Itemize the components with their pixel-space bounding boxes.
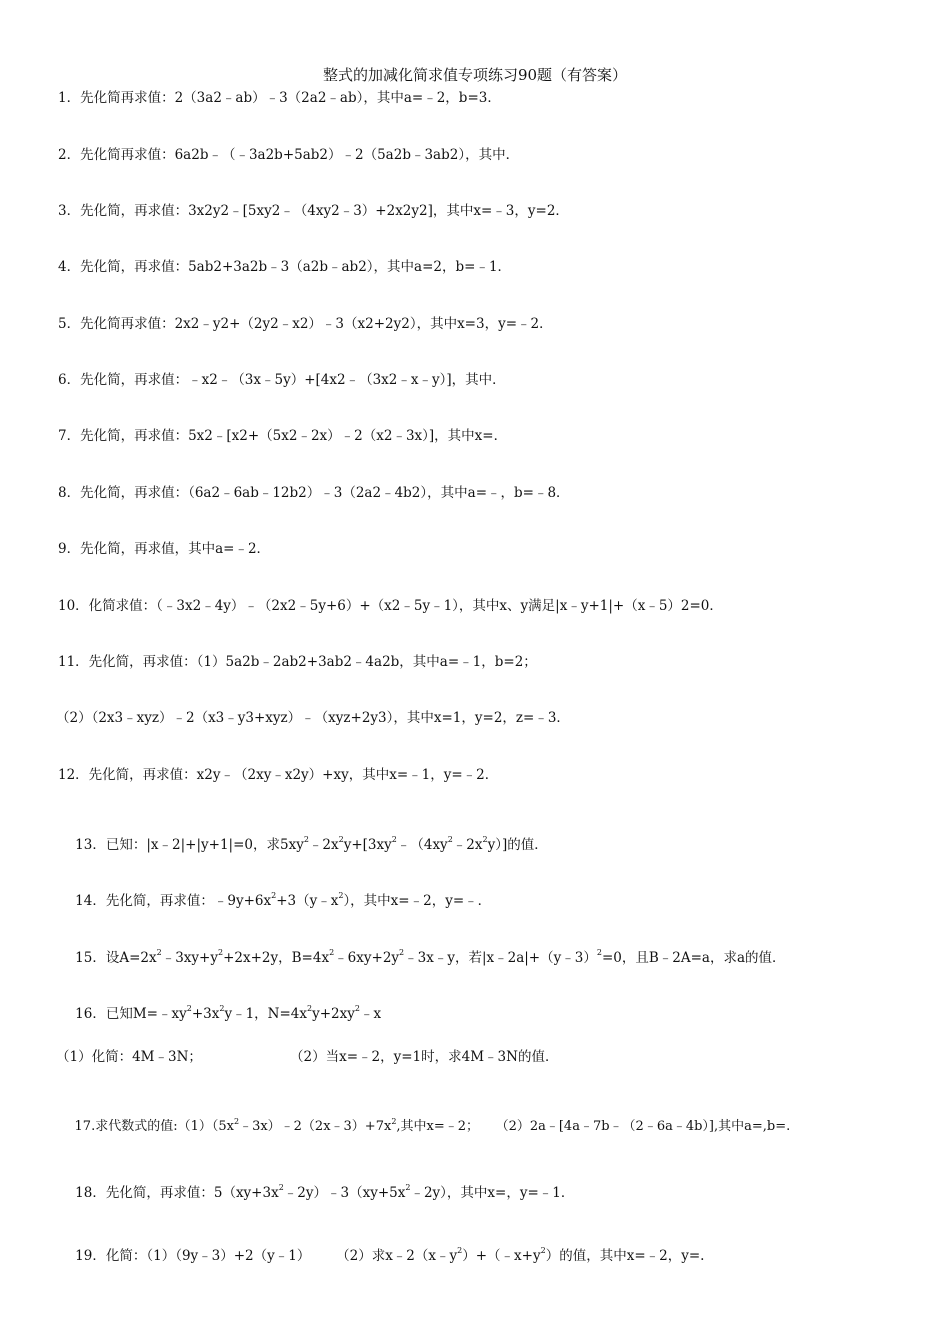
exponent: 2 [399, 948, 405, 957]
exponent: 2 [329, 948, 335, 957]
problem-12: 12．先化简，再求值：x2y﹣（2xy﹣x2y）+xy，其中x=﹣1，y=﹣2． [58, 767, 499, 783]
exponent: 2 [391, 835, 397, 844]
problem-10: 10．化简求值：（﹣3x2﹣4y）﹣（2x2﹣5y+6）+（x2﹣5y﹣1），其中x、y满足|x﹣y+1|+（x﹣5）2=0． [58, 598, 723, 614]
exponent: 2 [186, 1004, 192, 1013]
text-segment: 18．先化简，再求值：5（xy+3x [75, 1184, 279, 1201]
text-segment: y+[3xy [343, 836, 392, 853]
text-segment: ﹣6xy+2y [334, 949, 400, 966]
exponent: 2 [391, 1116, 397, 1126]
text-segment: ﹣2x [452, 836, 483, 853]
exponent: 2 [338, 891, 344, 900]
text-segment: 19．化简：（1）（9y﹣3）+2（y﹣1） （2）求x﹣2（x﹣y [75, 1247, 458, 1264]
text-segment: +2x+2y，B=4x [223, 949, 330, 966]
text-segment: y﹣1，N=4x [224, 1005, 307, 1022]
exponent: 2 [271, 891, 277, 900]
exponent: 2 [219, 1004, 225, 1013]
text-segment: ﹣2y）﹣3（xy+5x [283, 1184, 406, 1201]
problem-19 [58, 1236, 704, 1277]
text-segment: ﹣x [359, 1005, 382, 1022]
exponent: 2 [233, 1116, 240, 1126]
problem-9: 9．先化简，再求值，其中a=﹣2． [58, 541, 271, 557]
exponent: 2 [447, 835, 453, 844]
text-segment: 17.求代数式的值:（1）（5x [74, 1119, 234, 1134]
text-segment: ﹣3xy+y [161, 949, 218, 966]
problem-17 [58, 1107, 790, 1146]
problem-5: 5．先化简再求值：2x2﹣y2+（2y2﹣x2）﹣3（x2+2y2），其中x=3，y=﹣2． [58, 316, 553, 332]
problem-15 [58, 938, 786, 979]
problem-16-part-2: （2）当x=﹣2，y=1时，求4M﹣3N的值． [290, 1049, 559, 1065]
exponent: 2 [457, 1246, 463, 1255]
problem-18 [58, 1173, 574, 1214]
exponent: 2 [338, 835, 344, 844]
text-segment: ,其中x=﹣2； （2）2a﹣[4a﹣7b﹣（2﹣6a﹣4b）],其中a=,b=. [396, 1119, 791, 1134]
exponent: 2 [596, 948, 602, 957]
text-segment: +3（y﹣x [276, 892, 339, 909]
problem-7: 7．先化简，再求值：5x2﹣[x2+（5x2﹣2x）﹣2（x2﹣3x）]，其中x=． [58, 428, 508, 444]
problem-2: 2．先化简再求值：6a2b﹣（﹣3a2b+5ab2）﹣2（5a2b﹣3ab2），其中． [58, 147, 520, 163]
problem-11-part-1: 11．先化简，再求值：（1）5a2b﹣2ab2+3ab2﹣4a2b，其中a=﹣1，b=2； [58, 654, 537, 670]
problem-13 [58, 825, 548, 866]
exponent: 2 [218, 948, 224, 957]
text-segment: 16．已知M=﹣xy [75, 1005, 187, 1022]
text-segment: ﹣2x [308, 836, 339, 853]
problem-4: 4．先化简，再求值：5ab2+3a2b﹣3（a2b﹣ab2），其中a=2，b=﹣1． [58, 259, 512, 275]
problem-11-part-2: （2）（2x3﹣xyz）﹣2（x3﹣y3+xyz）﹣（xyz+2y3），其中x=1，y=2，z=﹣3． [56, 710, 570, 726]
problem-14 [58, 881, 491, 922]
exponent: 2 [405, 1183, 411, 1192]
exponent: 2 [354, 1004, 360, 1013]
text-segment: y+2xy [312, 1005, 355, 1022]
text-segment: +3x [191, 1005, 220, 1022]
problem-16-part-1: （1）化简：4M﹣3N； [56, 1049, 202, 1065]
page-title: 整式的加减化简求值专项练习90题（有答案） [322, 66, 628, 84]
text-segment: y）]的值． [487, 836, 548, 853]
text-segment: ﹣（4xy [396, 836, 448, 853]
exponent: 2 [278, 1183, 284, 1192]
text-segment: 14．先化简，再求值：﹣9y+6x [75, 892, 272, 909]
exponent: 2 [303, 835, 309, 844]
problem-8: 8．先化简，再求值：（6a2﹣6ab﹣12b2）﹣3（2a2﹣4b2），其中a=﹣，b=﹣8． [58, 485, 570, 501]
text-segment: ﹣3x﹣y，若|x﹣2a|+（y﹣3） [404, 949, 597, 966]
text-segment: 15．设A=2x [75, 949, 157, 966]
exponent: 2 [482, 835, 488, 844]
problem-1: 1．先化简再求值：2（3a2﹣ab）﹣3（2a2﹣ab），其中a=﹣2，b=3． [58, 90, 501, 106]
text-segment: ﹣2y），其中x=，y=﹣1． [410, 1184, 575, 1201]
text-segment: ）+（﹣x+y [462, 1247, 541, 1264]
problem-3: 3．先化简，再求值：3x2y2﹣[5xy2﹣（4xy2﹣3）+2x2y2]，其中x=﹣3，y=2． [58, 203, 569, 219]
text-segment: ）的值，其中x=﹣2，y=. [545, 1247, 705, 1264]
exponent: 2 [156, 948, 162, 957]
text-segment: ﹣3x）﹣2（2x﹣3）+7x [239, 1119, 392, 1134]
text-segment: =0，且B﹣2A=a，求a的值． [601, 949, 786, 966]
problem-16 [58, 994, 381, 1035]
exponent: 2 [306, 1004, 313, 1013]
exponent: 2 [540, 1246, 546, 1255]
text-segment: ），其中x=﹣2，y=﹣． [343, 892, 492, 909]
text-segment: 13．已知：|x﹣2|+|y+1|=0，求5xy [75, 836, 304, 853]
problem-6: 6．先化简，再求值：﹣x2﹣（3x﹣5y）+[4x2﹣（3x2﹣x﹣y）]，其中． [58, 372, 506, 388]
